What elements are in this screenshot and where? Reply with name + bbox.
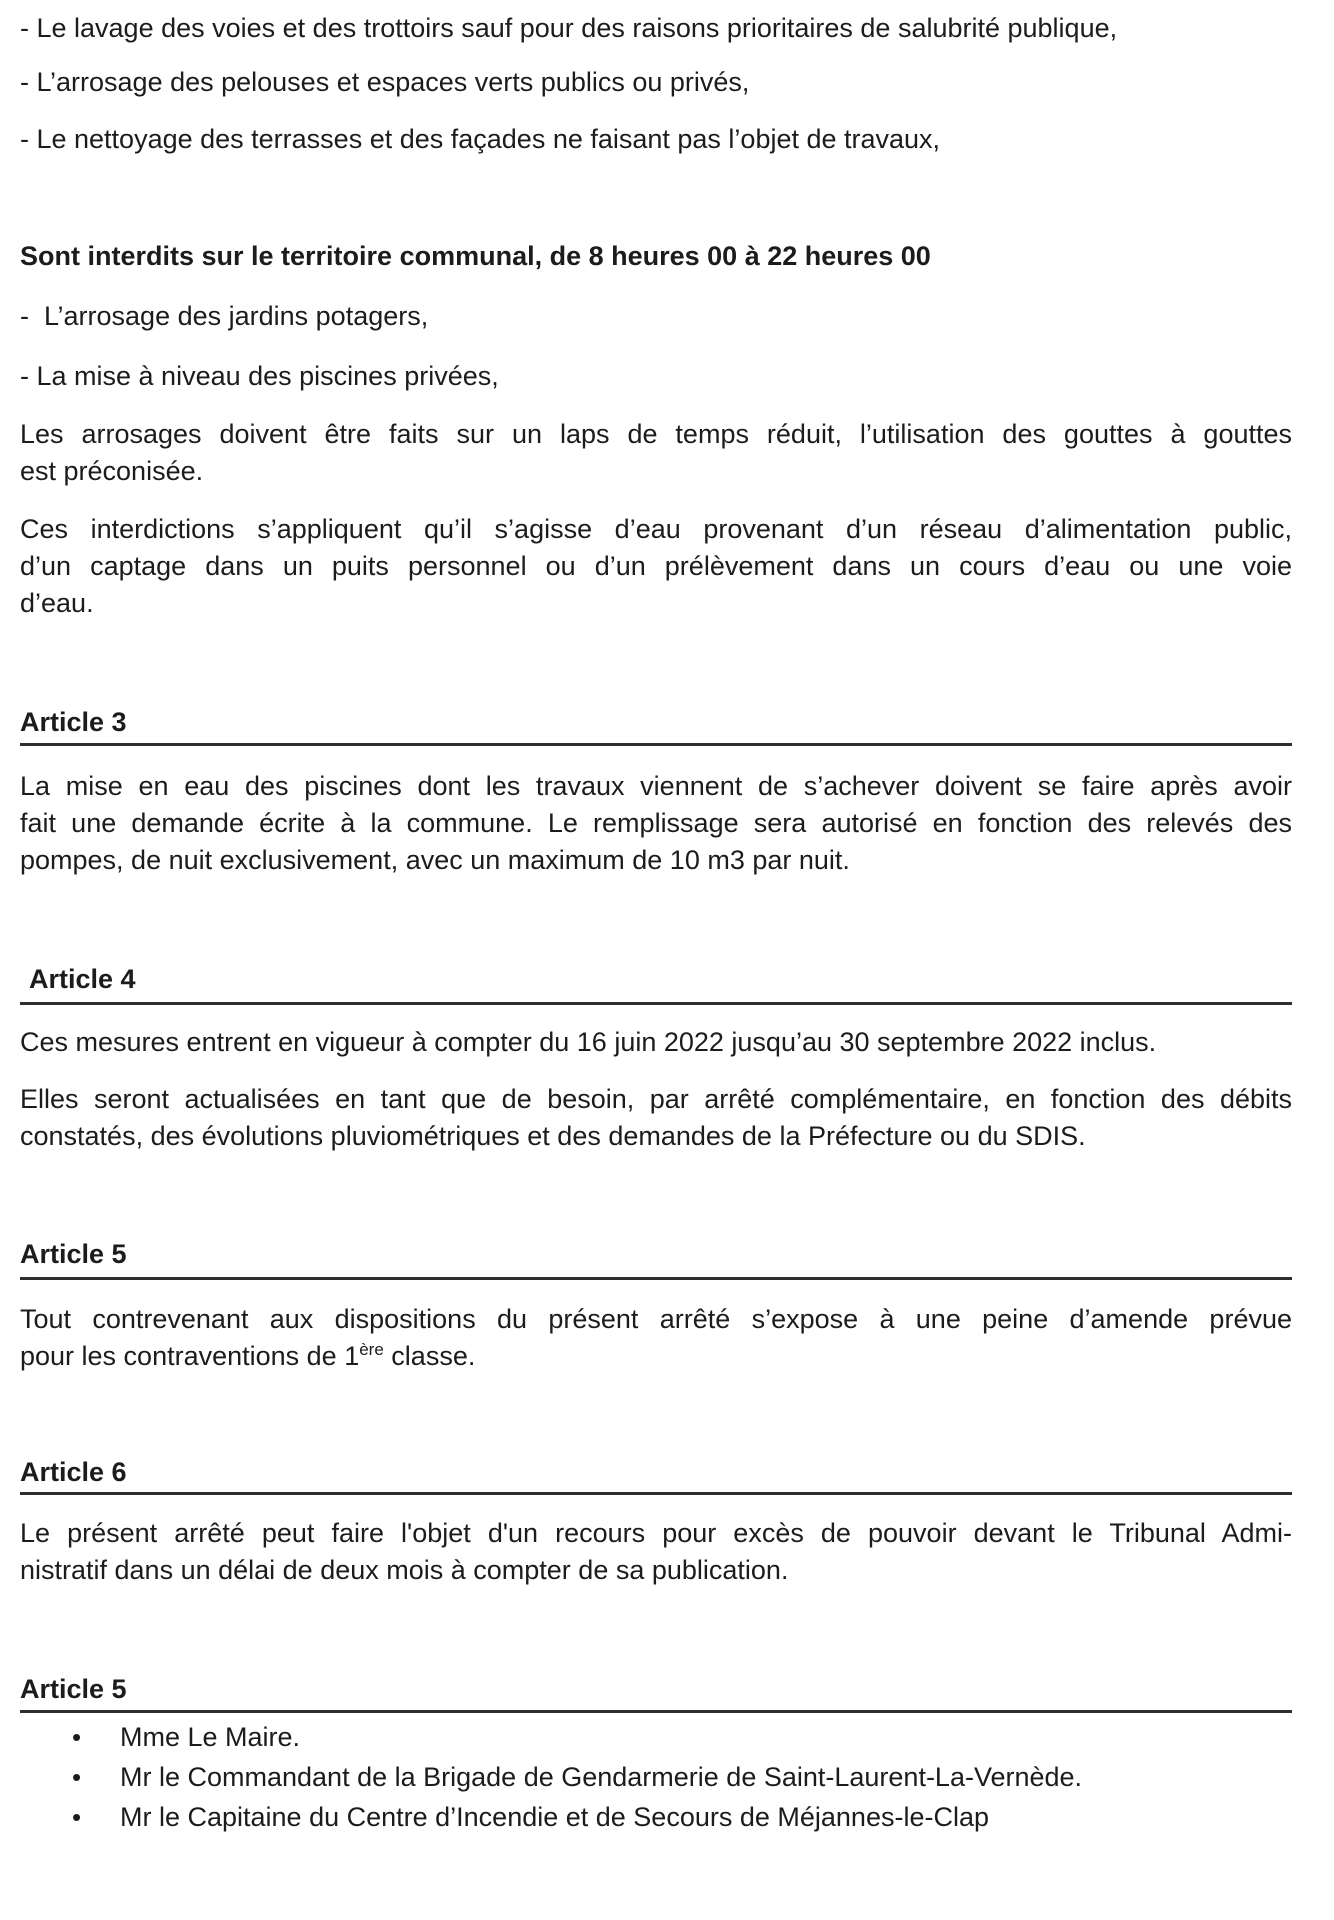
prohibited-item-arrosage-pelouses: - L’arrosage des pelouses et espaces verts publics ou privés, bbox=[20, 67, 750, 97]
bullet-item-incendie-secours: • Mr le Capitaine du Centre d’Incendie et de Secours de Méjannes-le-Clap bbox=[20, 1797, 1292, 1837]
bullet-item-maire: • Mme Le Maire. bbox=[20, 1717, 1292, 1757]
notified-parties-list bbox=[20, 1717, 1292, 1837]
paragraph-article-6: Le présent arrêté peut faire l'objet d'un recours pour excès de pouvoir devant le Tribunal Admi- nistratif dans un délai de deux mois à compter de sa publication. bbox=[20, 1518, 1292, 1585]
prohibited-item-nettoyage: - Le nettoyage des terrasses et des façades ne faisant pas l’objet de travaux, bbox=[20, 124, 941, 154]
contraventions-text: pour les contraventions de 1 bbox=[20, 1341, 360, 1371]
article-6-heading: Article 6 bbox=[20, 1454, 1292, 1495]
restricted-item-piscines: - La mise à niveau des piscines privées, bbox=[20, 361, 499, 391]
article-5-bis-heading: Article 5 bbox=[20, 1671, 1292, 1713]
paragraph-article-4-actualisation: Elles seront actualisées en tant que de besoin, par arrêté complémentaire, en fonction des débits constatés, des évolutions pluviométriques et des demandes de la Préfecture ou du SDIS. bbox=[20, 1084, 1292, 1151]
paragraph-article-5-line-2 bbox=[20, 1338, 1292, 1375]
classe-text: classe. bbox=[383, 1341, 476, 1371]
paragraph-arrosages: Les arrosages doivent être faits sur un laps de temps réduit, l’utilisation des gouttes à gouttes est préconisée. bbox=[20, 419, 1292, 486]
paragraph-article-3: La mise en eau des piscines dont les travaux viennent de s’achever doivent se faire après avoir fait une demande écrite à la commune. Le remplissage sera autorisé en fonction des relevés des pompes, de nuit exclusivement, avec un maximum de 10 m3 par nuit. bbox=[20, 771, 1292, 875]
paragraph-interdictions: Ces interdictions s’appliquent qu’il s’agisse d’eau provenant d’un réseau d’alimentation public, d’un captage dans un puits personnel ou d’un prélèvement dans un cours d’eau ou une voie d’eau. bbox=[20, 514, 1292, 618]
article-3-heading: Article 3 bbox=[20, 704, 1292, 746]
paragraph-article-4-dates: Ces mesures entrent en vigueur à compter du 16 juin 2022 jusqu’au 30 septembre 2022 inclus. bbox=[20, 1027, 1157, 1057]
section-heading-interdits: Sont interdits sur le territoire communal, de 8 heures 00 à 22 heures 00 bbox=[20, 241, 931, 271]
paragraph-article-5-line-1: Tout contrevenant aux dispositions du présent arrêté s’expose à une peine d’amende prévue bbox=[20, 1304, 1292, 1334]
bullet-item-gendarmerie: • Mr le Commandant de la Brigade de Gendarmerie de Saint-Laurent-La-Vernède. bbox=[20, 1757, 1292, 1797]
restricted-item-jardins: - L’arrosage des jardins potagers, bbox=[20, 301, 429, 331]
article-4-heading: Article 4 bbox=[20, 961, 1292, 1005]
prohibited-item-lavage: - Le lavage des voies et des trottoirs sauf pour des raisons prioritaires de salubrité publique, bbox=[20, 13, 1118, 43]
article-5-heading: Article 5 bbox=[20, 1236, 1292, 1280]
ordinal-superscript: ère bbox=[359, 1340, 384, 1359]
paragraph-article-5 bbox=[20, 1301, 1292, 1375]
